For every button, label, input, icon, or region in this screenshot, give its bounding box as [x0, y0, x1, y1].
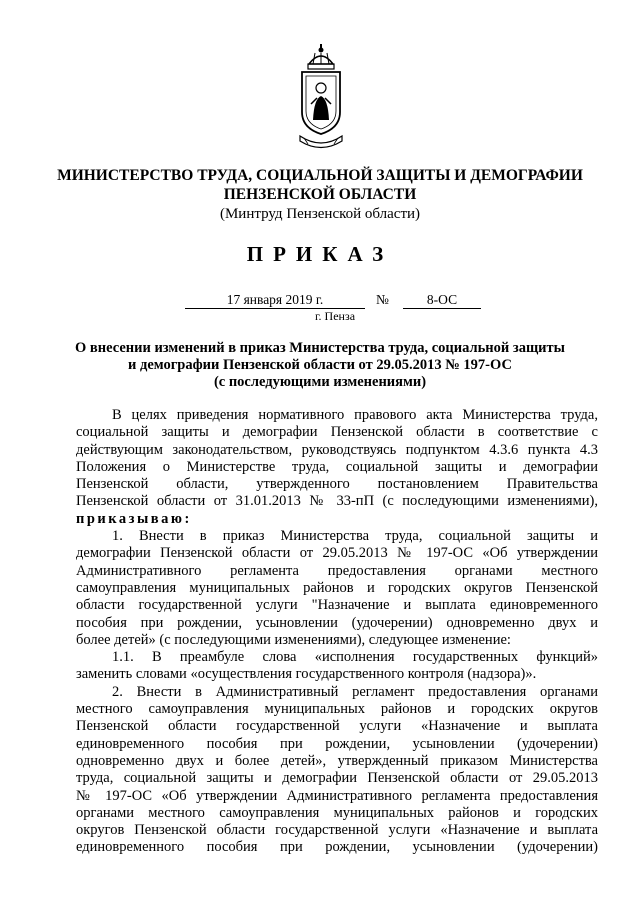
body-line: № 197-ОС «Об утверждении Административного регламента предоставления — [76, 787, 598, 804]
order-city: г. Пенза — [314, 309, 356, 323]
body-line: Положения о Министерстве труда, социальной защиты и демографии — [76, 458, 598, 475]
body-line: более детей» (с последующими изменениями), следующее изменение: — [76, 631, 511, 648]
body-line: социальной защиты и демографии Пензенской области в соответствие с — [76, 424, 598, 441]
order-date: 17 января 2019 г. — [185, 291, 365, 309]
body-line: В целях приведения нормативного правового акта Министерства труда, — [112, 407, 598, 423]
number-sign: № — [376, 292, 389, 307]
ministry-short-name: (Минтруд Пензенской области) — [219, 206, 421, 222]
order-body-text — [76, 407, 598, 857]
body-line: Пензенской области, утвержденного постановлением Правительства — [76, 476, 598, 493]
subject-line: О внесении изменений в приказ Министерства труда, социальной защиты — [75, 340, 565, 356]
ministry-name-line1: МИНИСТЕРСТВО ТРУДА, СОЦИАЛЬНОЙ ЗАЩИТЫ И ДЕМОГРАФИИ — [57, 167, 583, 184]
body-line: одновременно двух и более детей», утвержденный приказом Министерства — [76, 752, 598, 769]
body-line: 1.1. В преамбуле слова «исполнения государственных функций» — [112, 649, 598, 666]
document-type-title: ПРИКАЗ — [246, 242, 394, 266]
body-line: действующим законодательством, руководствуясь подпунктом 4.3.6 пункта 4.3 — [76, 441, 598, 458]
ministry-name-line2: ПЕНЗЕНСКОЙ ОБЛАСТИ — [223, 186, 417, 203]
body-line: Пензенской области государственной услуги «Назначение и выплата — [76, 718, 598, 735]
coat-of-arms-emblem — [296, 44, 346, 152]
body-line: местного самоуправления муниципальных районов и городских округов — [76, 701, 598, 718]
body-line: области государственной услуги "Назначение и выплата единовременного — [76, 597, 598, 614]
body-line: самоуправления муниципальных районов и городских округов Пензенской — [76, 579, 598, 596]
body-line: единовременного пособия при рождении, усыновлении (удочерении) — [76, 839, 598, 856]
body-line: пособия при рождении, усыновлении (удочерении) одновременно двух и — [76, 614, 598, 631]
body-line: 2. Внести в Административный регламент предоставления органами — [112, 683, 598, 700]
subject-line: и демографии Пензенской области от 29.05.2013 № 197-ОС — [128, 357, 512, 373]
order-number: 8-ОС — [403, 291, 481, 309]
body-line: заменить словами «осуществления государственного контроля (надзора)». — [76, 666, 537, 683]
body-line: 1. Внести в приказ Министерства труда, социальной защиты и — [112, 528, 598, 545]
subject-line: (с последующими изменениями) — [213, 374, 427, 390]
body-line: Пензенской области от 31.01.2013 № 33-пП (с последующими изменениями), — [76, 493, 598, 510]
body-line: округов Пензенской области государственной услуги «Назначение и выплата — [76, 822, 598, 839]
body-line: единовременного пособия при рождении, усыновлении (удочерении) — [76, 735, 598, 752]
order-subject — [60, 340, 580, 391]
body-line: труда, социальной защиты и демографии Пензенской области от 29.05.2013 — [76, 770, 598, 787]
decision-word: приказываю: — [76, 510, 192, 527]
body-line: Административного регламента предоставления органами местного — [76, 562, 598, 579]
body-line: органами местного самоуправления муниципальных районов и городских — [76, 804, 598, 821]
body-line: демографии Пензенской области от 29.05.2013 № 197-ОС «Об утверждении — [76, 545, 598, 562]
